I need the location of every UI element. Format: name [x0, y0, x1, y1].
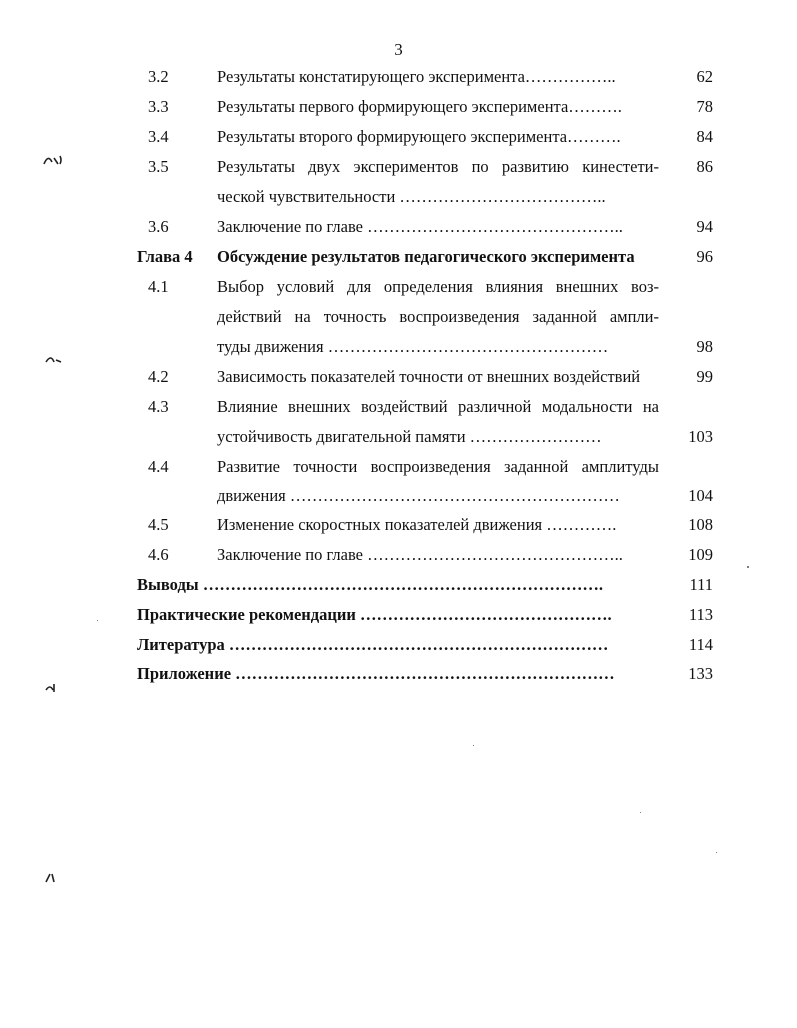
- toc-entry-number: 3.3: [148, 97, 169, 116]
- toc-entry-number: 4.1: [148, 277, 169, 296]
- toc-entry-title: Изменение скоростных показателей движения ………….: [217, 515, 617, 534]
- toc-entry-title: Результаты двух экспериментов по развитию кинестети-: [217, 157, 659, 176]
- toc-entry-title: Развитие точности воспроизведения заданной амплитуды: [217, 457, 659, 476]
- toc-entry-number: 3.4: [148, 127, 169, 146]
- toc-entry-title-continued: ческой чувствительности ………………………………..: [217, 187, 606, 206]
- toc-section-page: 133: [688, 664, 713, 683]
- toc-entry-page: 86: [696, 157, 713, 176]
- toc-entry-number: 4.3: [148, 397, 169, 416]
- scan-speck: [473, 745, 474, 746]
- toc-entry-title-continued: туды движения ……………………………………………: [217, 337, 609, 356]
- toc-entry-page: 62: [696, 67, 713, 86]
- toc-chapter-number: Глава 4: [137, 247, 193, 266]
- toc-entry-title: Заключение по главе ………………………………………..: [217, 545, 623, 564]
- toc-entry-number: 4.5: [148, 515, 169, 534]
- toc-entry-title: Результаты констатирующего эксперимента……………..: [217, 67, 616, 86]
- toc-entry-title: Заключение по главе ………………………………………..: [217, 217, 623, 236]
- scan-speck: [97, 620, 98, 621]
- toc-entry-title: Результаты второго формирующего эксперимента……….: [217, 127, 621, 146]
- toc-section-title: Практические рекомендации ……………………………………….: [137, 605, 612, 624]
- toc-entry-page: 104: [688, 486, 713, 505]
- toc-entry-number: 3.2: [148, 67, 169, 86]
- toc-entry-title: Результаты первого формирующего эксперимента……….: [217, 97, 622, 116]
- toc-entry-page: 109: [688, 545, 713, 564]
- scan-mark: [42, 350, 72, 370]
- toc-entry-title: Влияние внешних воздействий различной модальности на: [217, 397, 659, 416]
- toc-entry-page: 84: [696, 127, 713, 146]
- toc-entry-title-continued: движения ……………………………………………………: [217, 486, 620, 505]
- toc-entry-page: 103: [688, 427, 713, 446]
- scan-speck: [640, 812, 641, 813]
- toc-entry-number: 4.4: [148, 457, 169, 476]
- toc-entry-title: Зависимость показателей точности от внешних воздействий: [217, 367, 641, 386]
- toc-section-page: 114: [688, 635, 713, 654]
- toc-entry-title-continued: действий на точность воспроизведения заданной ампли-: [217, 307, 659, 326]
- toc-section-title: Приложение ……………………………………………………………: [137, 664, 615, 683]
- toc-entry-page: 99: [696, 367, 713, 386]
- page-number: 3: [394, 40, 403, 59]
- toc-entry-number: 3.6: [148, 217, 169, 236]
- scan-speck: [716, 852, 717, 853]
- toc-section-page: 111: [689, 575, 713, 594]
- toc-section-title: Литература ……………………………………………………………: [137, 635, 609, 654]
- toc-entry-page: 108: [688, 515, 713, 534]
- scan-mark: [42, 678, 72, 698]
- toc-entry-number: 3.5: [148, 157, 169, 176]
- toc-entry-title: Выбор условий для определения влияния внешних воз-: [217, 277, 659, 296]
- toc-entry-number: 4.2: [148, 367, 169, 386]
- toc-entry-page: 98: [696, 337, 713, 356]
- toc-section-title: Выводы ……………………………………………………………….: [137, 575, 603, 594]
- toc-entry-number: 4.6: [148, 545, 169, 564]
- toc-entry-page: 94: [696, 217, 713, 236]
- scan-mark: [40, 150, 70, 170]
- toc-section-page: 113: [688, 605, 713, 624]
- scan-mark: [42, 868, 72, 888]
- toc-chapter-title: Обсуждение результатов педагогического эксперимента: [217, 247, 635, 266]
- toc-entry-page: 78: [696, 97, 713, 116]
- scan-speck: [747, 566, 749, 568]
- toc-entry-title-continued: устойчивость двигательной памяти ……………………: [217, 427, 602, 446]
- toc-entry-page: 96: [696, 247, 713, 266]
